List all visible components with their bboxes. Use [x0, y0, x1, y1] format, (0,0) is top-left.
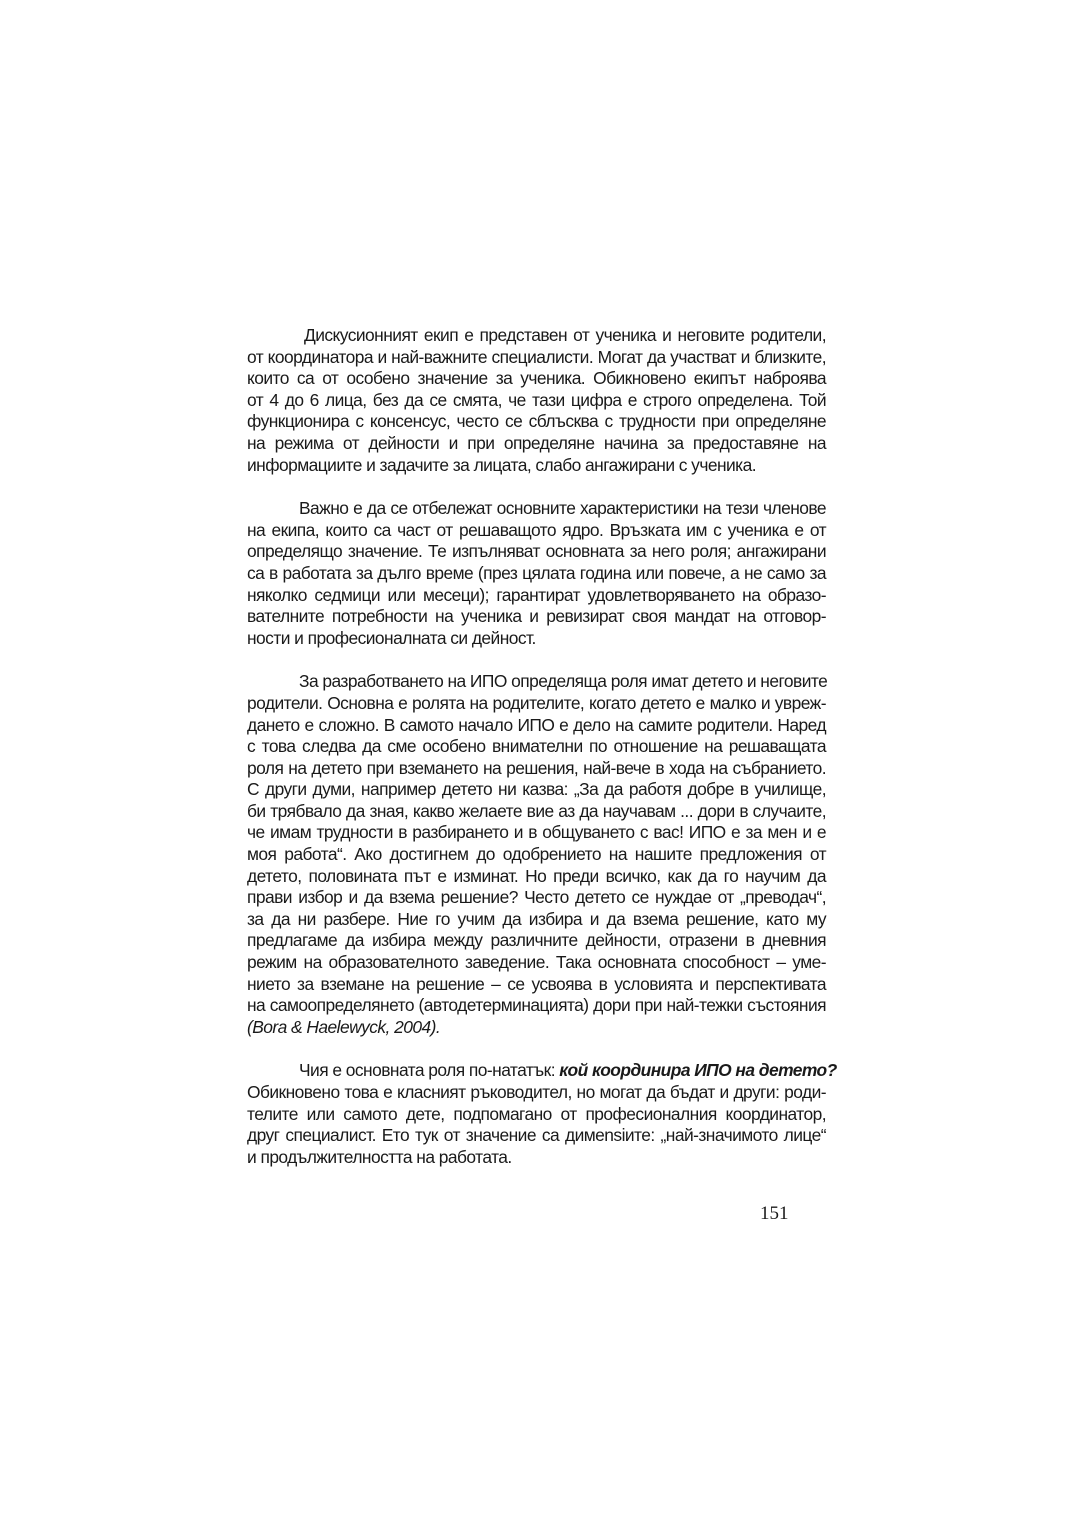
text-line: ности и професионалната си дейност.: [247, 627, 536, 648]
text-line: са в работата за дълго време (през цялата година или повече, а не само за: [247, 562, 826, 583]
text-line: и продължителността на работата.: [247, 1146, 512, 1167]
text-line: Дискусионният екип е представен от ученика и неговите родители,: [304, 325, 826, 345]
paragraph-gap: [247, 649, 826, 671]
question-lead-in: Чия е основната роля по-нататък:: [299, 1060, 560, 1081]
text-line: на самоопределянето (автодетерминацията) дори при най-тежки състояния: [247, 995, 826, 1016]
emphasized-question: кой координира ИПО на детето: [559, 1060, 827, 1081]
citation: (Bora & Haelewyck, 2004).: [247, 1016, 441, 1037]
text-line: от координатора и най-важните специалисти. Могат да участват и близките,: [247, 346, 826, 367]
text-line: С други думи, например детето ни казва: „За да работя добре в училище,: [247, 779, 826, 800]
text-line: няколко седмици или месеци); гарантират удовлетворяването на образо-: [247, 584, 826, 605]
page-number: 151: [760, 1203, 789, 1224]
text-line: Обикновено това е класният ръководител, но могат да бъдат и други: роди-: [247, 1082, 826, 1102]
paragraph-4: [247, 1060, 837, 1168]
page-body: [247, 325, 837, 1168]
text-line: прави избор и да взема решение? Често детето се нуждае от „преводач“,: [247, 887, 826, 908]
text-line: режим на образователното заведение. Така основната способност – уме-: [247, 952, 826, 973]
paragraph-gap: [247, 1038, 826, 1060]
paragraph-3: [247, 671, 826, 1038]
text-line: роля на детето при вземането на решения, най-вече в хода на събранието.: [247, 757, 826, 778]
text-line: на режима от дейности и при определяне начина за предоставяне на: [247, 432, 826, 453]
text-line: информациите и задачите за лицата, слабо ангажирани с ученика.: [247, 454, 757, 475]
text-line: За разработването на ИПО определяща роля имат детето и неговите: [299, 671, 828, 692]
text-line: с това следва да сме особено внимателни по отношение на решаващата: [247, 736, 826, 757]
paragraph-2: [247, 498, 826, 649]
text-line: от 4 до 6 лица, без да се смята, че тази цифра е строго определена. Той: [247, 389, 826, 410]
paragraph-1: [247, 325, 826, 476]
text-line: детето, половината път е изминат. Но преди всичко, как да го научим да: [247, 865, 826, 886]
text-line: предлагаме да избира между различните дейности, отразени в дневния: [247, 930, 826, 951]
text-line: на екипа, които са част от решаващото ядро. Връзката им с ученика е от: [247, 519, 826, 540]
text-line: вателните потребности на ученика и ревизират своя мандат на отговор-: [247, 606, 826, 627]
text-line: Важно е да се отбележат основните характеристики на тези членове: [299, 498, 826, 519]
text-line: определящо значение. Те изпълняват основната за него роля; ангажирани: [247, 541, 826, 562]
text-line: които са от особено значение за ученика. Обикновено екипът наброява: [247, 368, 826, 389]
text-line: родители. Основна е ролята на родителите, когато детето е малко и увреж-: [247, 692, 826, 713]
text-line: нието за вземане на решение – се усвоява в условията и перспективата: [247, 973, 826, 994]
question-mark: ?: [826, 1060, 837, 1081]
text-line: дането е сложно. В самото начало ИПО е дело на самите родители. Наред: [247, 714, 826, 735]
text-line: за да ни разбере. Ние го учим да избира и да взема решение, като му: [247, 908, 826, 929]
text-line: функционира с консенсус, често се сблъсква с трудности при определяне: [247, 411, 826, 432]
paragraph-gap: [247, 476, 826, 498]
text-line: телите или самото дете, подпомагано от професионалния координатор,: [247, 1103, 826, 1124]
text-line: [247, 1060, 837, 1082]
text-line: друг специалист. Ето тук от значение са димensiите: „най-значимото лице“: [247, 1125, 826, 1146]
text-line: би трябвало да зная, какво желаете вие аз да научавам ... дори в случаите,: [247, 800, 826, 821]
text-line: моя работа“. Ако достигнем до одобрението на нашите предложения от: [247, 844, 826, 865]
text-line: че имам трудности в разбирането и в общуването с вас! ИПО е за мен и е: [247, 822, 826, 843]
